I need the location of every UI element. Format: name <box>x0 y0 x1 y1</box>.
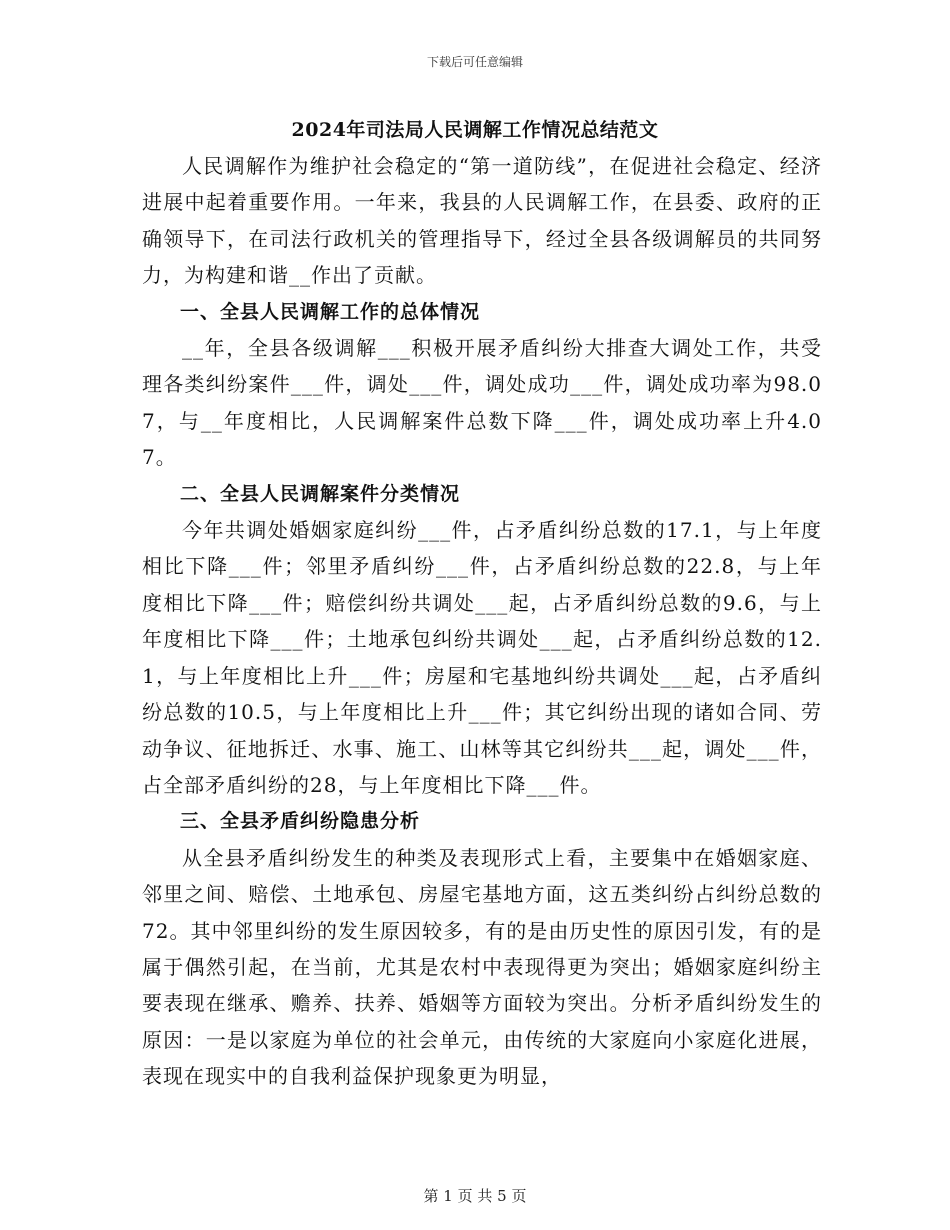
section-heading-1: 一、全县人民调解工作的总体情况 <box>180 300 481 323</box>
document-body <box>142 148 822 1095</box>
section-heading-3: 三、全县矛盾纠纷隐患分析 <box>180 810 421 833</box>
document-title: 2024年司法局人民调解工作情况总结范文 <box>291 119 659 141</box>
page-header: 下载后可任意编辑 <box>426 55 523 69</box>
section-1-paragraph: __年，全县各级调解___积极开展矛盾纠纷大排查大调处工作，共受理各类纠纷案件___件，调处___件，调处成功___件，调处成功率为98.07，与__年度相比，人民调解案件总数下降___件，调处成功率上升4.07。 <box>142 336 822 470</box>
section-heading-2: 二、全县人民调解案件分类情况 <box>180 482 461 505</box>
section-3-paragraph: 从全县矛盾纠纷发生的种类及表现形式上看，主要集中在婚姻家庭、邻里之间、赔偿、土地承包、房屋宅基地方面，这五类纠纷占纠纷总数的72。其中邻里纠纷的发生原因较多，有的是由历史性的原因引发，有的是属于偶然引起，在当前，尤其是农村中表现得更为突出；婚姻家庭纠纷主要表现在继承、赡养、扶养、婚姻等方面较为突出。分析矛盾纠纷发生的原因：一是以家庭为单位的社会单元，由传统的大家庭向小家庭化进展，表现在现实中的自我利益保护现象更为明显， <box>142 845 822 1089</box>
intro-paragraph: 人民调解作为维护社会稳定的“第一道防线”，在促进社会稳定、经济进展中起着重要作用。一年来，我县的人民调解工作，在县委、政府的正确领导下，在司法行政机关的管理指导下，经过全县各级调解员的共同努力，为构建和谐__作出了贡献。 <box>142 154 822 288</box>
page-number: 第 1 页 共 5 页 <box>423 1187 527 1205</box>
section-2-paragraph: 今年共调处婚姻家庭纠纷___件，占矛盾纠纷总数的17.1，与上年度相比下降___件；邻里矛盾纠纷___件，占矛盾纠纷总数的22.8，与上年度相比下降___件；赔偿纠纷共调处___起，占矛盾纠纷总数的9.6，与上年度相比下降___件；土地承包纠纷共调处___起，占矛盾纠纷总数的12.1，与上年度相比上升___件；房屋和宅基地纠纷共调处___起，占矛盾纠纷总数的10.5，与上年度相比上升___件；其它纠纷出现的诸如合同、劳动争议、征地拆迁、水事、施工、山林等其它纠纷共___起，调处___件，占全部矛盾纠纷的28，与上年度相比下降___件。 <box>142 518 822 797</box>
